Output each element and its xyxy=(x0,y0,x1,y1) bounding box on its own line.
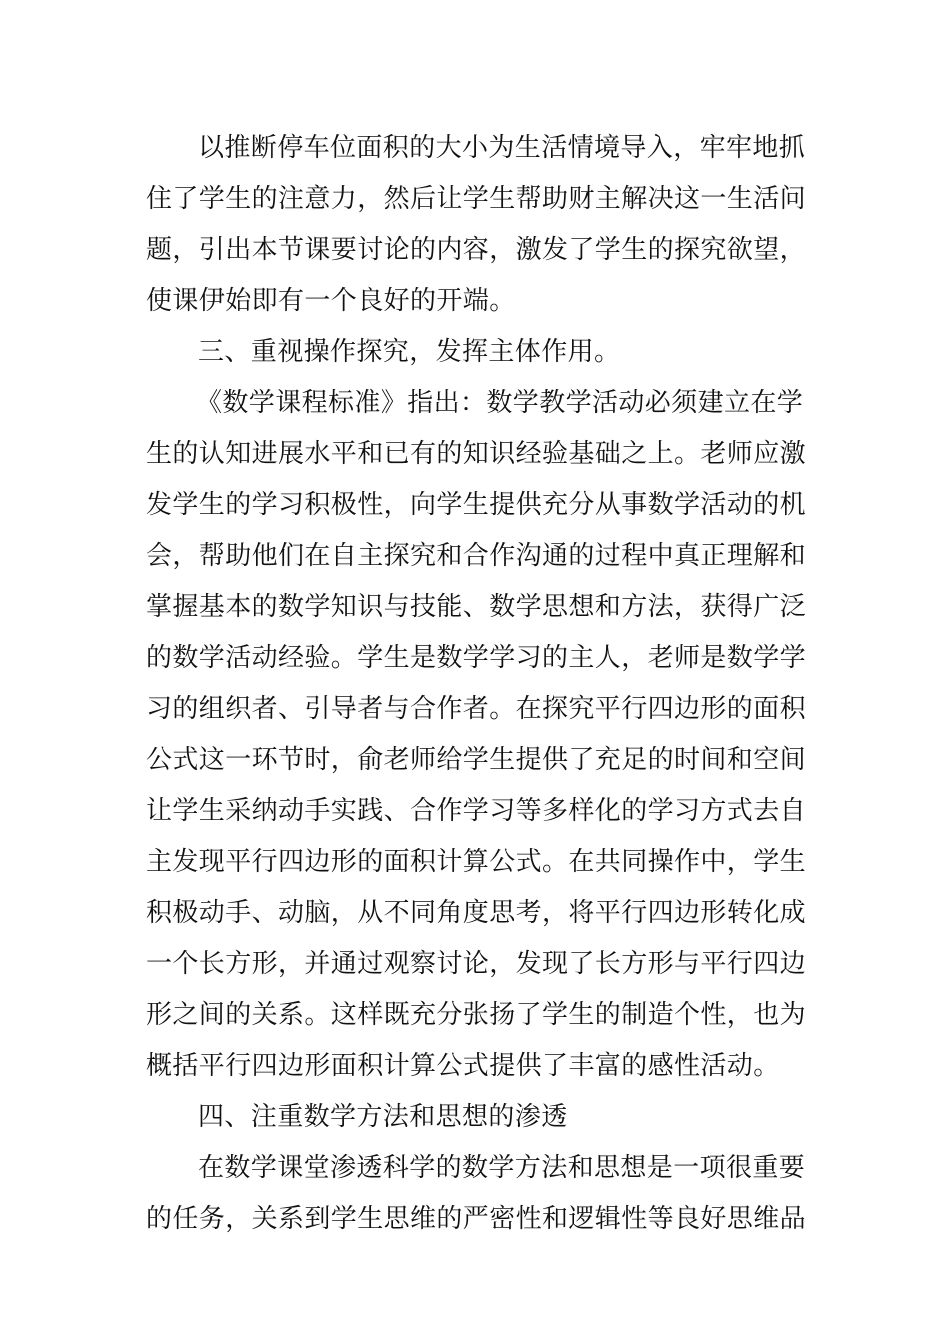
section-heading-4: 四、注重数学方法和思想的渗透 xyxy=(198,1102,568,1132)
paragraph-line: 的任务，关系到学生思维的严密性和逻辑性等良好思维品 xyxy=(146,1204,807,1234)
paragraph-line: 形之间的关系。这样既充分张扬了学生的制造个性，也为 xyxy=(146,1000,807,1030)
paragraph-line: 发学生的学习积极性，向学生提供充分从事数学活动的机 xyxy=(146,490,807,520)
paragraph-line: 让学生采纳动手实践、合作学习等多样化的学习方式去自 xyxy=(146,796,807,826)
paragraph-line: 《数学课程标准》指出：数学教学活动必须建立在学 xyxy=(196,388,804,418)
paragraph-line: 生的认知进展水平和已有的知识经验基础之上。老师应激 xyxy=(146,439,807,469)
paragraph-line: 概括平行四边形面积计算公式提供了丰富的感性活动。 xyxy=(146,1051,780,1081)
paragraph-line: 积极动手、动脑，从不同角度思考，将平行四边形转化成 xyxy=(146,898,807,928)
paragraph-line: 的数学活动经验。学生是数学学习的主人，老师是数学学 xyxy=(146,643,807,673)
paragraph-line: 习的组织者、引导者与合作者。在探究平行四边形的面积 xyxy=(146,694,807,724)
paragraph-line: 住了学生的注意力，然后让学生帮助财主解决这一生活问 xyxy=(146,184,807,214)
paragraph-line: 在数学课堂渗透科学的数学方法和思想是一项很重要 xyxy=(198,1153,806,1183)
paragraph-line: 使课伊始即有一个良好的开端。 xyxy=(146,286,516,316)
section-heading-3: 三、重视操作探究，发挥主体作用。 xyxy=(198,337,621,367)
paragraph-line: 掌握基本的数学知识与技能、数学思想和方法，获得广泛 xyxy=(146,592,807,622)
paragraph-line: 题，引出本节课要讨论的内容，激发了学生的探究欲望， xyxy=(146,235,807,265)
paragraph-line: 一个长方形，并通过观察讨论，发现了长方形与平行四边 xyxy=(146,949,807,979)
paragraph-line: 主发现平行四边形的面积计算公式。在共同操作中，学生 xyxy=(146,847,807,877)
paragraph-line: 会，帮助他们在自主探究和合作沟通的过程中真正理解和 xyxy=(146,541,807,571)
paragraph-line: 公式这一环节时，俞老师给学生提供了充足的时间和空间 xyxy=(146,745,807,775)
paragraph-line: 以推断停车位面积的大小为生活情境导入，牢牢地抓 xyxy=(198,133,806,163)
